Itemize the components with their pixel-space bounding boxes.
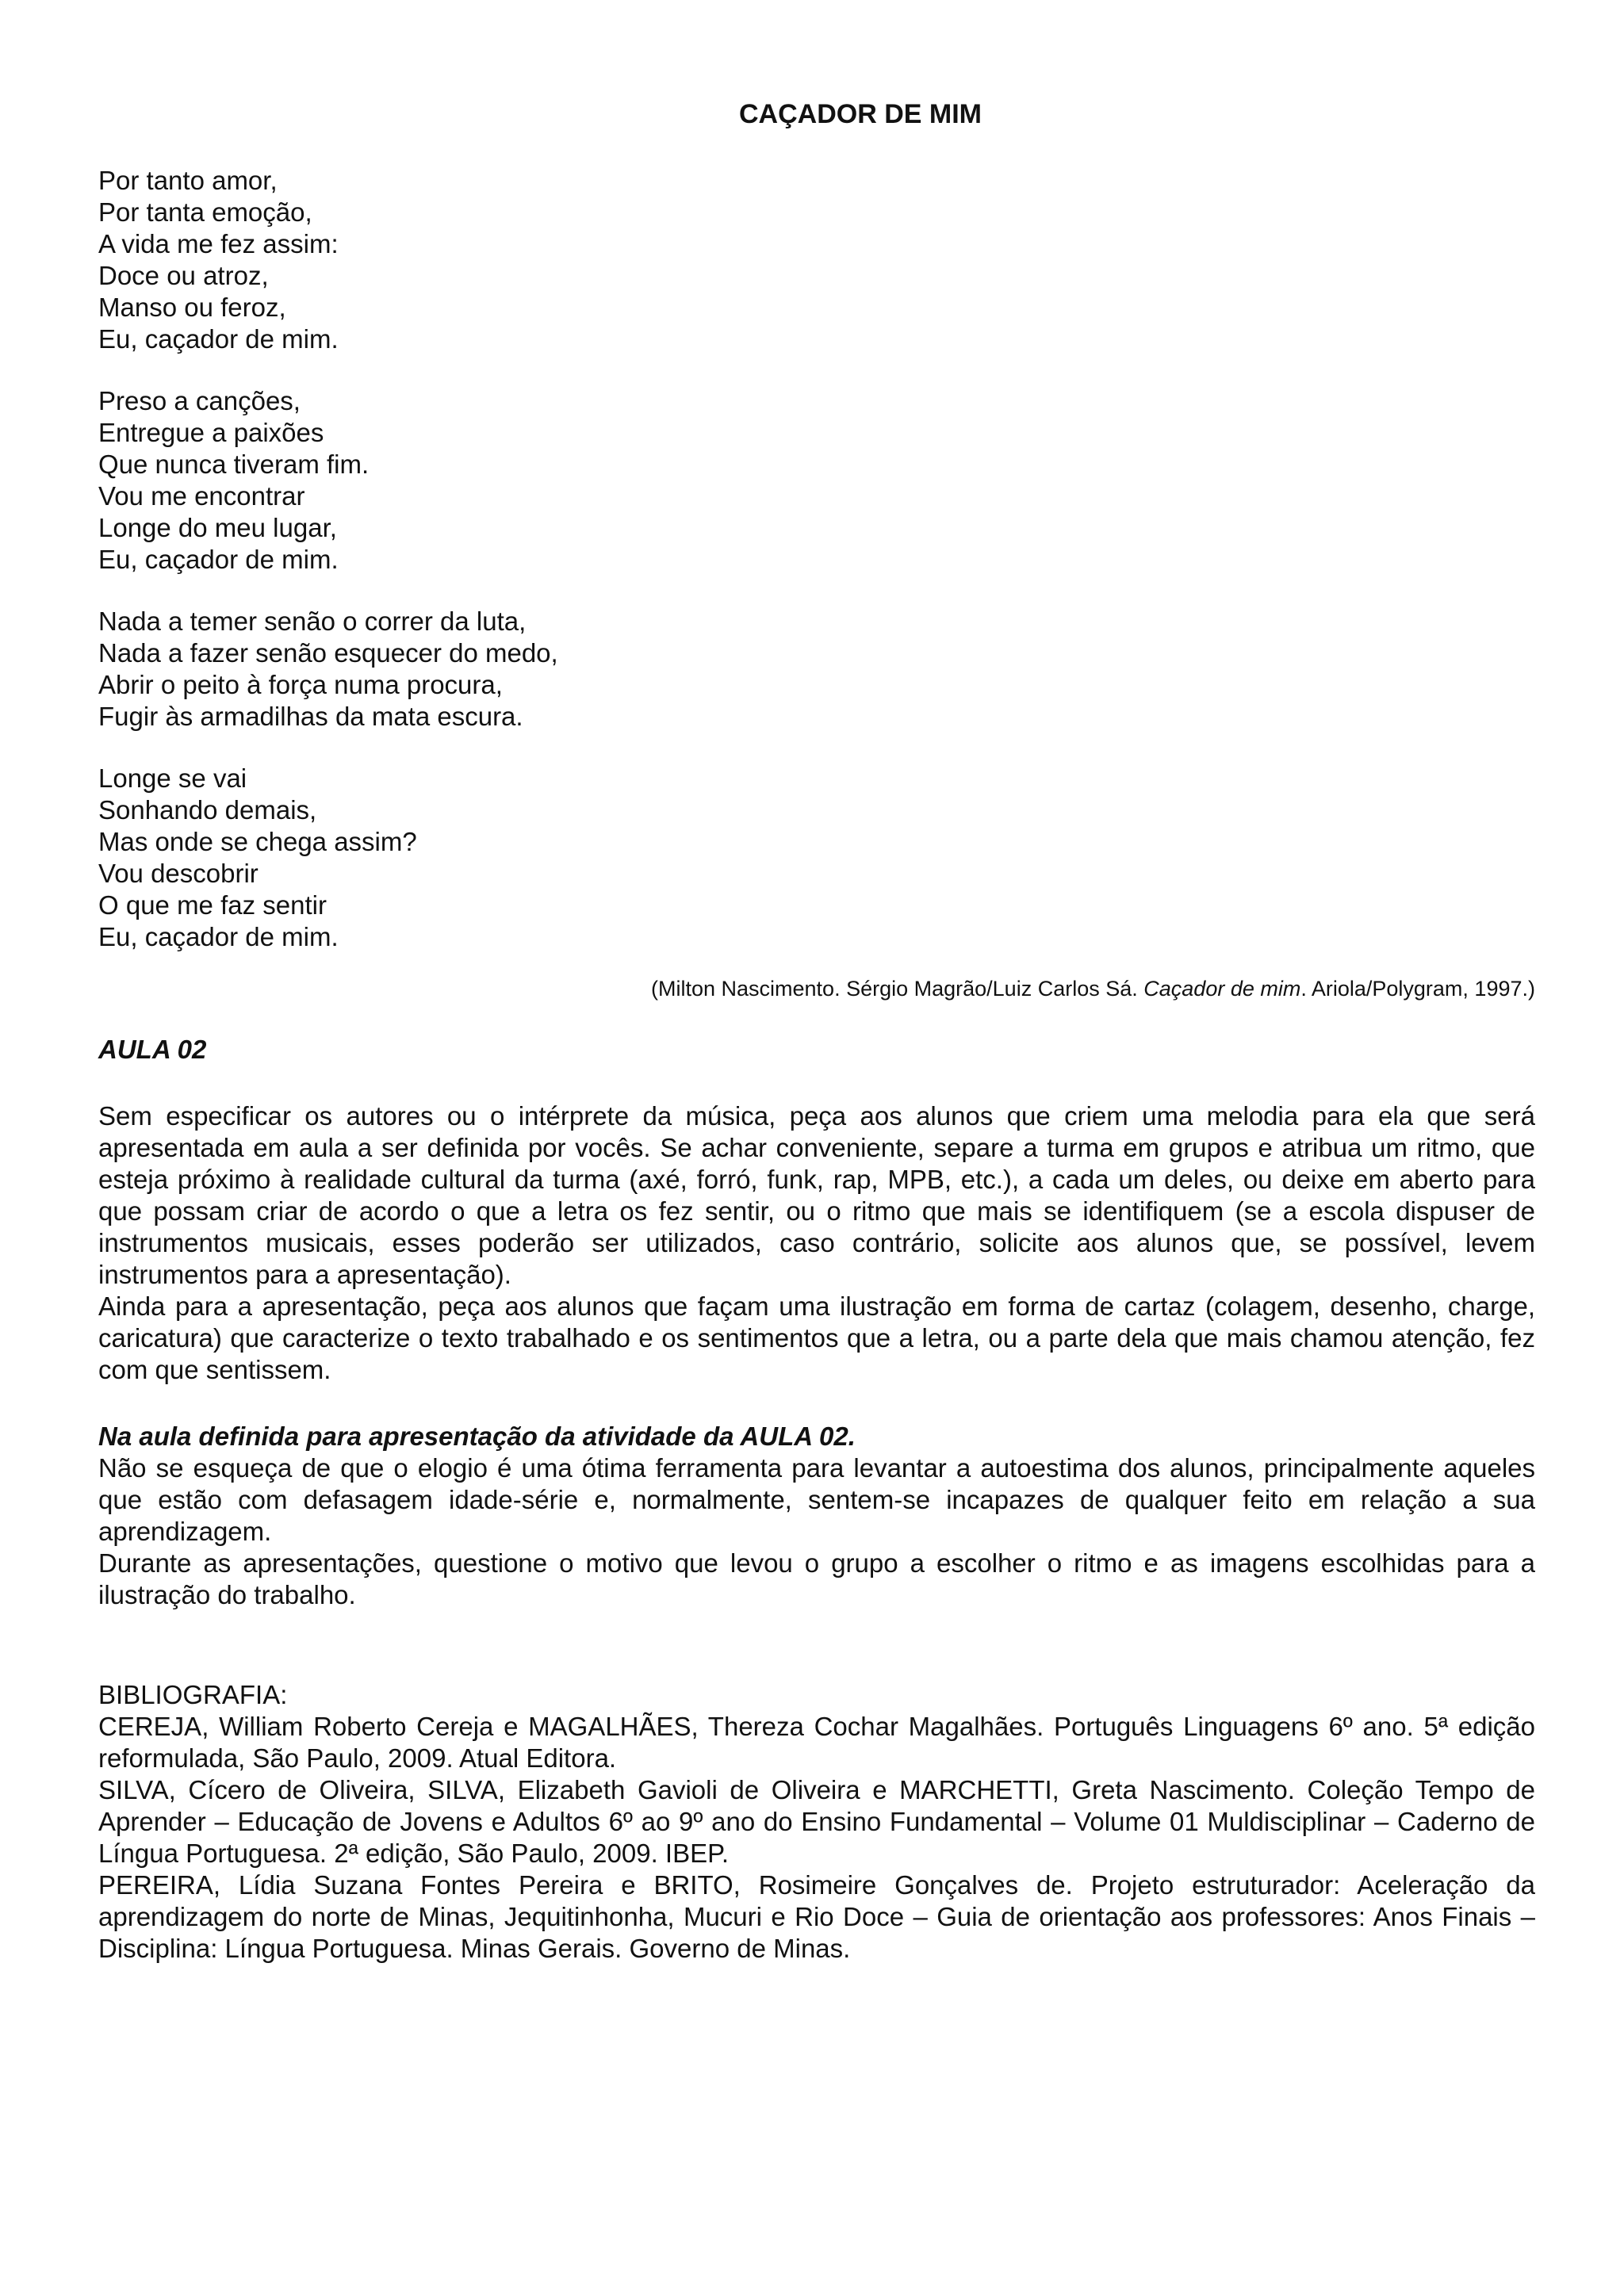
poem-line: Mas onde se chega assim? (98, 827, 417, 856)
poem-line: Eu, caçador de mim. (98, 324, 339, 354)
bibliography-entry: CEREJA, William Roberto Cereja e MAGALHÃES, Thereza Cochar Magalhães. Português Linguagens 6º ano. 5ª edição reformulada, São Paulo, 2009. Atual Editora. (98, 1712, 1535, 1773)
citation-suffix: . Ariola/Polygram, 1997.) (1300, 977, 1535, 1001)
poem-line: Abrir o peito à força numa procura, (98, 670, 503, 699)
poem-line: Nada a temer senão o correr da luta, (98, 607, 527, 636)
poem-line: Entregue a paixões (98, 418, 324, 447)
presentation-paragraph: Não se esqueça de que o elogio é uma ótima ferramenta para levantar a autoestima dos alunos, principalmente aqueles que estão com defasagem idade-série e, normalmente, sentem-se incapazes de qualquer feito em relação a sua aprendizagem. (98, 1453, 1535, 1546)
presentation-paragraph: Durante as apresentações, questione o motivo que levou o grupo a escolher o ritmo e as imagens escolhidas para a ilustração do trabalho. (98, 1548, 1535, 1609)
poem-line: Doce ou atroz, (98, 261, 269, 290)
poem-line: Eu, caçador de mim. (98, 922, 339, 951)
poem-line: Nada a fazer senão esquecer do medo, (98, 638, 558, 668)
citation-prefix: (Milton Nascimento. Sérgio Magrão/Luiz Carlos Sá. (651, 977, 1144, 1001)
poem-line: Sonhando demais, (98, 795, 317, 825)
poem-line: O que me faz sentir (98, 890, 327, 920)
aula-02-heading: AULA 02 (98, 1035, 207, 1064)
spacer (98, 1611, 1535, 1679)
poem-line: A vida me fez assim: (98, 229, 339, 258)
spacer (98, 1386, 1535, 1421)
bibliography-entry: PEREIRA, Lídia Suzana Fontes Pereira e BRITO, Rosimeire Gonçalves de. Projeto estruturador: Aceleração da aprendizagem do norte de Minas, Jequitinhonha, Mucuri e Rio Doce – Guia de orientação aos professores: Anos Finais – Disciplina: Língua Portuguesa. Minas Gerais. Governo de Minas. (98, 1870, 1535, 1963)
poem-line: Longe se vai (98, 763, 247, 793)
aula-02-paragraph: Ainda para a apresentação, peça aos alunos que façam uma ilustração em forma de cartaz (colagem, desenho, charge, caricatura) que caracterize o texto trabalhado e os sentimentos que a letra, ou a parte dela que mais chamou atenção, fez com que sentissem. (98, 1292, 1535, 1384)
poem-title: CAÇADOR DE MIM (739, 99, 982, 129)
bibliography-entry: SILVA, Cícero de Oliveira, SILVA, Elizabeth Gavioli de Oliveira e MARCHETTI, Greta Nascimento. Coleção Tempo de Aprender – Educação de Jovens e Adultos 6º ao 9º ano do Ensino Fundamental – Volume 01 Muldisciplinar – Caderno de Língua Portuguesa. 2ª edição, São Paulo, 2009. IBEP. (98, 1775, 1535, 1868)
presentation-heading: Na aula definida para apresentação da atividade da AULA 02. (98, 1422, 856, 1451)
poem-line: Por tanto amor, (98, 166, 278, 195)
aula-02-paragraph: Sem especificar os autores ou o intérprete da música, peça aos alunos que criem uma melodia para ela que será apresentada em aula a ser definida por vocês. Se achar conveniente, separe a turma em grupos e atribua um ritmo, que esteja próximo à realidade cultural da turma (axé, forró, funk, rap, MPB, etc.), a cada um deles, ou deixe em aberto para que possam criar de acordo o que a letra os fez sentir, ou o ritmo que mais se identifiquem (se a escola dispuser de instrumentos musicais, esses poderão ser utilizados, caso contrário, solicite aos alunos que, se possível, levem instrumentos para a apresentação). (98, 1101, 1535, 1289)
poem-line: Preso a canções, (98, 386, 301, 415)
poem-line: Eu, caçador de mim. (98, 545, 339, 574)
citation-work-title: Caçador de mim (1143, 977, 1301, 1001)
poem-stanza (98, 606, 1535, 733)
poem-stanza (98, 385, 1535, 576)
poem-line: Fugir às armadilhas da mata escura. (98, 702, 523, 731)
poem-stanza (98, 165, 1535, 355)
poem-line: Por tanta emoção, (98, 197, 312, 227)
poem-line: Que nunca tiveram fim. (98, 450, 370, 479)
poem-line: Vou descobrir (98, 859, 259, 888)
poem-citation (98, 975, 1535, 1002)
poem (98, 165, 1535, 953)
poem-line: Vou me encontrar (98, 481, 305, 511)
poem-line: Longe do meu lugar, (98, 513, 337, 542)
poem-line: Manso ou feroz, (98, 293, 286, 322)
poem-stanza (98, 763, 1535, 953)
bibliography-heading: BIBLIOGRAFIA: (98, 1680, 288, 1709)
